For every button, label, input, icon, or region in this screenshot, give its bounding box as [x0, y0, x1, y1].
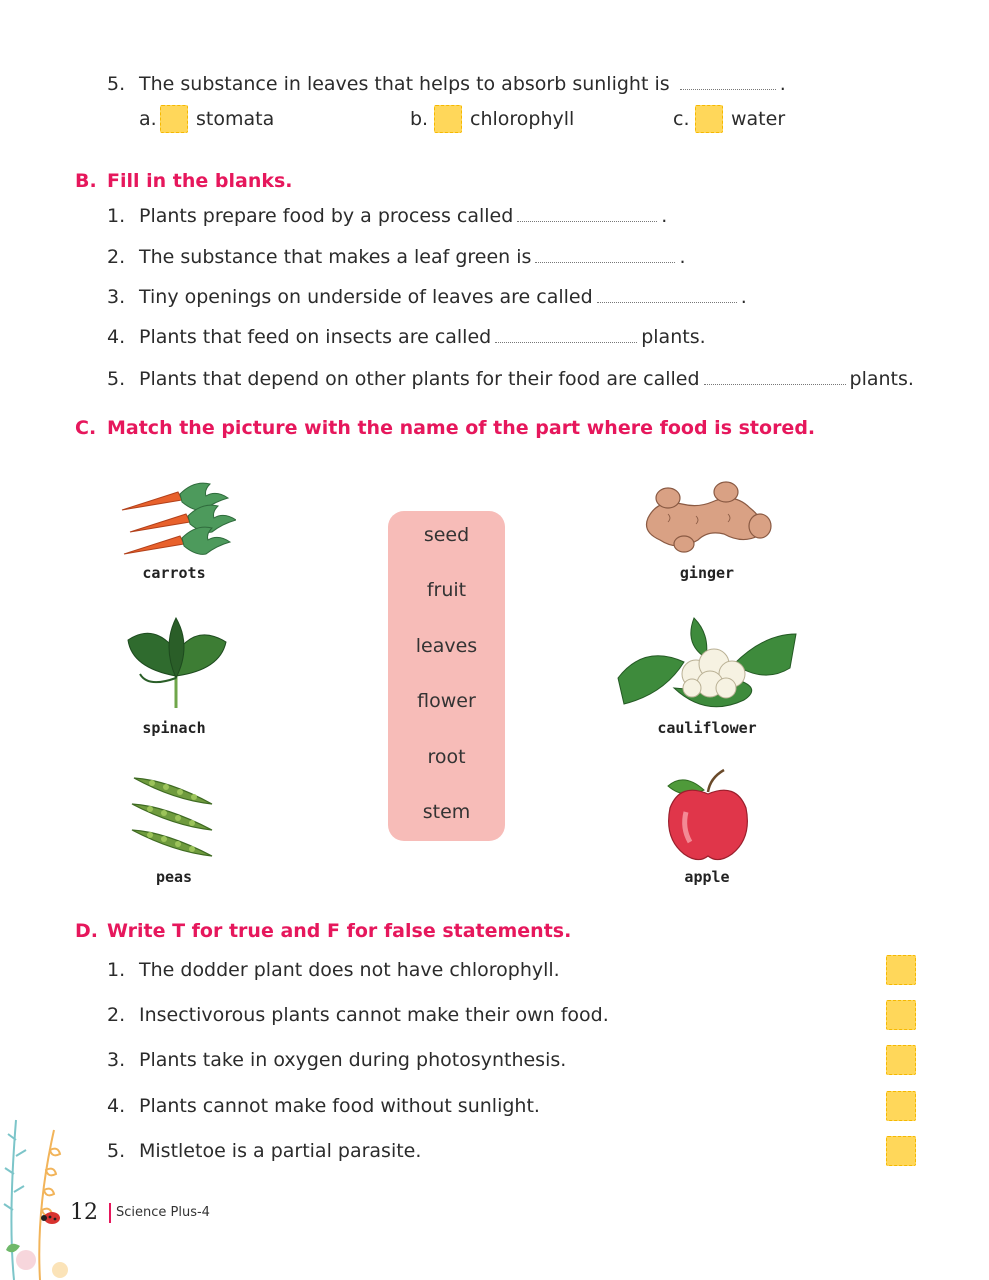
- peas-caption: peas: [155, 868, 193, 886]
- mcq-question-5: [107, 72, 786, 96]
- section-title: Fill in the blanks.: [107, 170, 293, 192]
- item-number: 3.: [107, 286, 126, 308]
- item-number: 4.: [107, 326, 126, 348]
- item-number: 5.: [107, 1140, 126, 1162]
- ginger-caption: ginger: [679, 564, 735, 582]
- match-word-fruit[interactable]: fruit: [426, 579, 467, 601]
- answer-blank[interactable]: [495, 328, 637, 343]
- option-b-label: chlorophyll: [470, 108, 575, 130]
- section-letter: C.: [75, 417, 97, 439]
- answer-blank[interactable]: [680, 75, 776, 90]
- spinach-caption: spinach: [142, 719, 206, 737]
- match-word-box: [388, 511, 505, 841]
- fill-blank-4: [107, 325, 706, 349]
- item-text: Plants that feed on insects are called: [139, 326, 492, 348]
- section-d-heading: [75, 920, 571, 942]
- floral-decoration: [0, 1100, 80, 1280]
- answer-blank[interactable]: [517, 207, 657, 222]
- fill-blank-3: [107, 285, 747, 309]
- item-text: Tiny openings on underside of leaves are called: [139, 286, 593, 308]
- item-text: The substance that makes a leaf green is: [139, 246, 532, 268]
- fill-blank-2: [107, 245, 685, 269]
- option-a-checkbox[interactable]: [160, 105, 188, 133]
- tf-statement-2: [107, 1003, 609, 1027]
- option-a: [139, 107, 157, 131]
- page-number: 12: [70, 1200, 98, 1225]
- tf-answer-box-4[interactable]: [886, 1091, 916, 1121]
- item-text: Plants prepare food by a process called: [139, 205, 514, 227]
- item-number: 1.: [107, 959, 126, 981]
- item-number: 3.: [107, 1049, 126, 1071]
- item-number: 1.: [107, 205, 126, 227]
- cauliflower-image[interactable]: [614, 614, 800, 718]
- tf-answer-box-5[interactable]: [886, 1136, 916, 1166]
- item-number: 5.: [107, 368, 126, 390]
- question-end: .: [779, 73, 786, 95]
- item-text: Plants take in oxygen during photosynthesis.: [139, 1049, 567, 1071]
- tf-statement-4: [107, 1094, 540, 1118]
- item-text: Insectivorous plants cannot make their own food.: [139, 1004, 609, 1026]
- carrots-caption: carrots: [142, 564, 206, 582]
- option-b-checkbox[interactable]: [434, 105, 462, 133]
- item-end: .: [661, 205, 668, 227]
- match-word-leaves[interactable]: leaves: [415, 635, 478, 657]
- option-letter: c.: [673, 108, 690, 130]
- tf-answer-box-2[interactable]: [886, 1000, 916, 1030]
- fill-blank-1: [107, 204, 667, 228]
- item-end: .: [740, 286, 747, 308]
- tf-answer-box-3[interactable]: [886, 1045, 916, 1075]
- section-letter: D.: [75, 920, 98, 942]
- section-c-heading: [75, 417, 815, 439]
- match-word-stem[interactable]: stem: [422, 801, 471, 823]
- ginger-image[interactable]: [638, 478, 774, 558]
- tf-statement-3: [107, 1048, 566, 1072]
- item-end: plants.: [641, 326, 706, 348]
- option-letter: b.: [410, 108, 429, 130]
- match-word-flower[interactable]: flower: [417, 690, 476, 712]
- section-letter: B.: [75, 170, 97, 192]
- option-letter: a.: [139, 108, 157, 130]
- option-b: [410, 107, 428, 131]
- question-number: 5.: [107, 73, 126, 95]
- footer-divider: [109, 1203, 111, 1223]
- match-word-seed[interactable]: seed: [423, 524, 470, 546]
- tf-statement-5: [107, 1139, 421, 1163]
- option-c-label: water: [731, 108, 786, 130]
- item-text: Plants that depend on other plants for their food are called: [139, 368, 700, 390]
- item-text: Plants cannot make food without sunlight.: [139, 1095, 540, 1117]
- match-word-root[interactable]: root: [427, 746, 466, 768]
- section-b-heading: [75, 170, 293, 192]
- option-c-checkbox[interactable]: [695, 105, 723, 133]
- item-text: Mistletoe is a partial parasite.: [139, 1140, 422, 1162]
- item-number: 2.: [107, 246, 126, 268]
- peas-image[interactable]: [128, 770, 220, 866]
- item-text: The dodder plant does not have chlorophyll.: [139, 959, 560, 981]
- carrots-image[interactable]: [118, 472, 236, 560]
- question-text: The substance in leaves that helps to absorb sunlight is: [139, 73, 670, 95]
- section-title: Match the picture with the name of the part where food is stored.: [107, 417, 816, 439]
- option-a-label: stomata: [196, 108, 275, 130]
- cauliflower-caption: cauliflower: [657, 719, 757, 737]
- apple-caption: apple: [684, 868, 730, 886]
- apple-image[interactable]: [664, 768, 752, 864]
- spinach-image[interactable]: [122, 616, 230, 714]
- item-number: 2.: [107, 1004, 126, 1026]
- fill-blank-5: [107, 367, 914, 391]
- option-c: [673, 107, 690, 131]
- section-title: Write T for true and F for false statements.: [107, 920, 572, 942]
- item-end: plants.: [849, 368, 914, 390]
- answer-blank[interactable]: [597, 288, 737, 303]
- answer-blank[interactable]: [535, 248, 675, 263]
- book-title: Science Plus-4: [116, 1205, 210, 1220]
- item-number: 4.: [107, 1095, 126, 1117]
- item-end: .: [679, 246, 686, 268]
- tf-answer-box-1[interactable]: [886, 955, 916, 985]
- tf-statement-1: [107, 958, 560, 982]
- answer-blank[interactable]: [704, 370, 846, 385]
